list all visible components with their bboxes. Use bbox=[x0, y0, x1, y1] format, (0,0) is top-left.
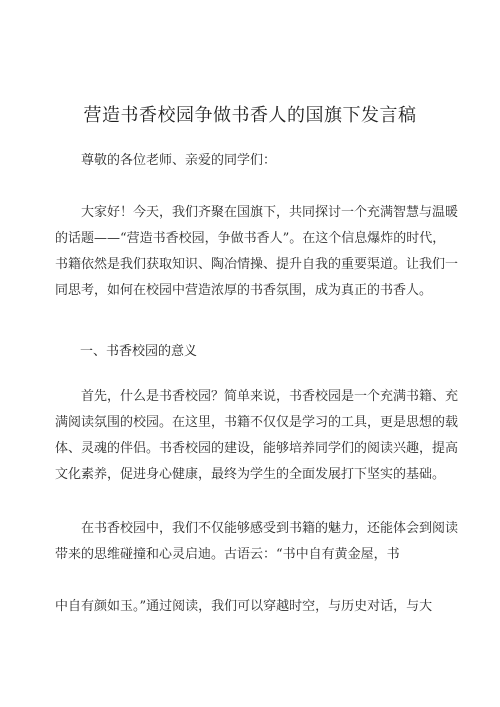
section1-paragraph-3 bbox=[55, 594, 447, 620]
s1p3-line-1: 中自有颜如玉。”通过阅读，我们可以穿越时空，与历史对话，与大 bbox=[55, 599, 433, 614]
s1p2-line-1: 在书香校园中，我们不仅能够感受到书籍的魅力，还能体会到阅读 bbox=[81, 521, 459, 536]
intro-line-1: 大家好！今天，我们齐聚在国旗下，共同探讨一个充满智慧与温暖 bbox=[81, 205, 459, 220]
s1p1-line-4: 文化素养，促进身心健康，最终为学生的全面发展打下坚实的基础。 bbox=[55, 467, 446, 482]
section1-paragraph-1 bbox=[55, 384, 459, 488]
s1p1-line-2: 满阅读氛围的校园。在这里，书籍不仅仅是学习的工具，更是思想的载 bbox=[55, 415, 459, 430]
s1p2-line-2: 带来的思维碰撞和心灵启迪。古语云：“书中自有黄金屋，书 bbox=[55, 547, 400, 562]
s1p1-line-3: 体、灵魂的伴侣。书香校园的建设，能够培养同学们的阅读兴趣，提高 bbox=[55, 441, 459, 456]
intro-line-3: 书籍依然是我们获取知识、陶冶情操、提升自我的重要渠道。让我们一 bbox=[55, 257, 459, 272]
intro-line-4: 同思考，如何在校园中营造浓厚的书香氛围，成为真正的书香人。 bbox=[55, 283, 433, 298]
page-title: 营造书香校园争做书香人的国旗下发言稿 bbox=[83, 105, 417, 126]
s1p1-line-1: 首先，什么是书香校园？简单来说，书香校园是一个充满书籍、充 bbox=[81, 389, 459, 404]
intro-line-2: 的话题——“营造书香校园，争做书香人”。在这个信息爆炸的时代， bbox=[55, 231, 446, 246]
greeting: 尊敬的各位老师、亲爱的同学们： bbox=[81, 153, 277, 168]
section-heading: 一、书香校园的意义 bbox=[80, 344, 198, 359]
section1-paragraph-2 bbox=[55, 516, 459, 568]
intro-paragraph bbox=[55, 200, 459, 304]
